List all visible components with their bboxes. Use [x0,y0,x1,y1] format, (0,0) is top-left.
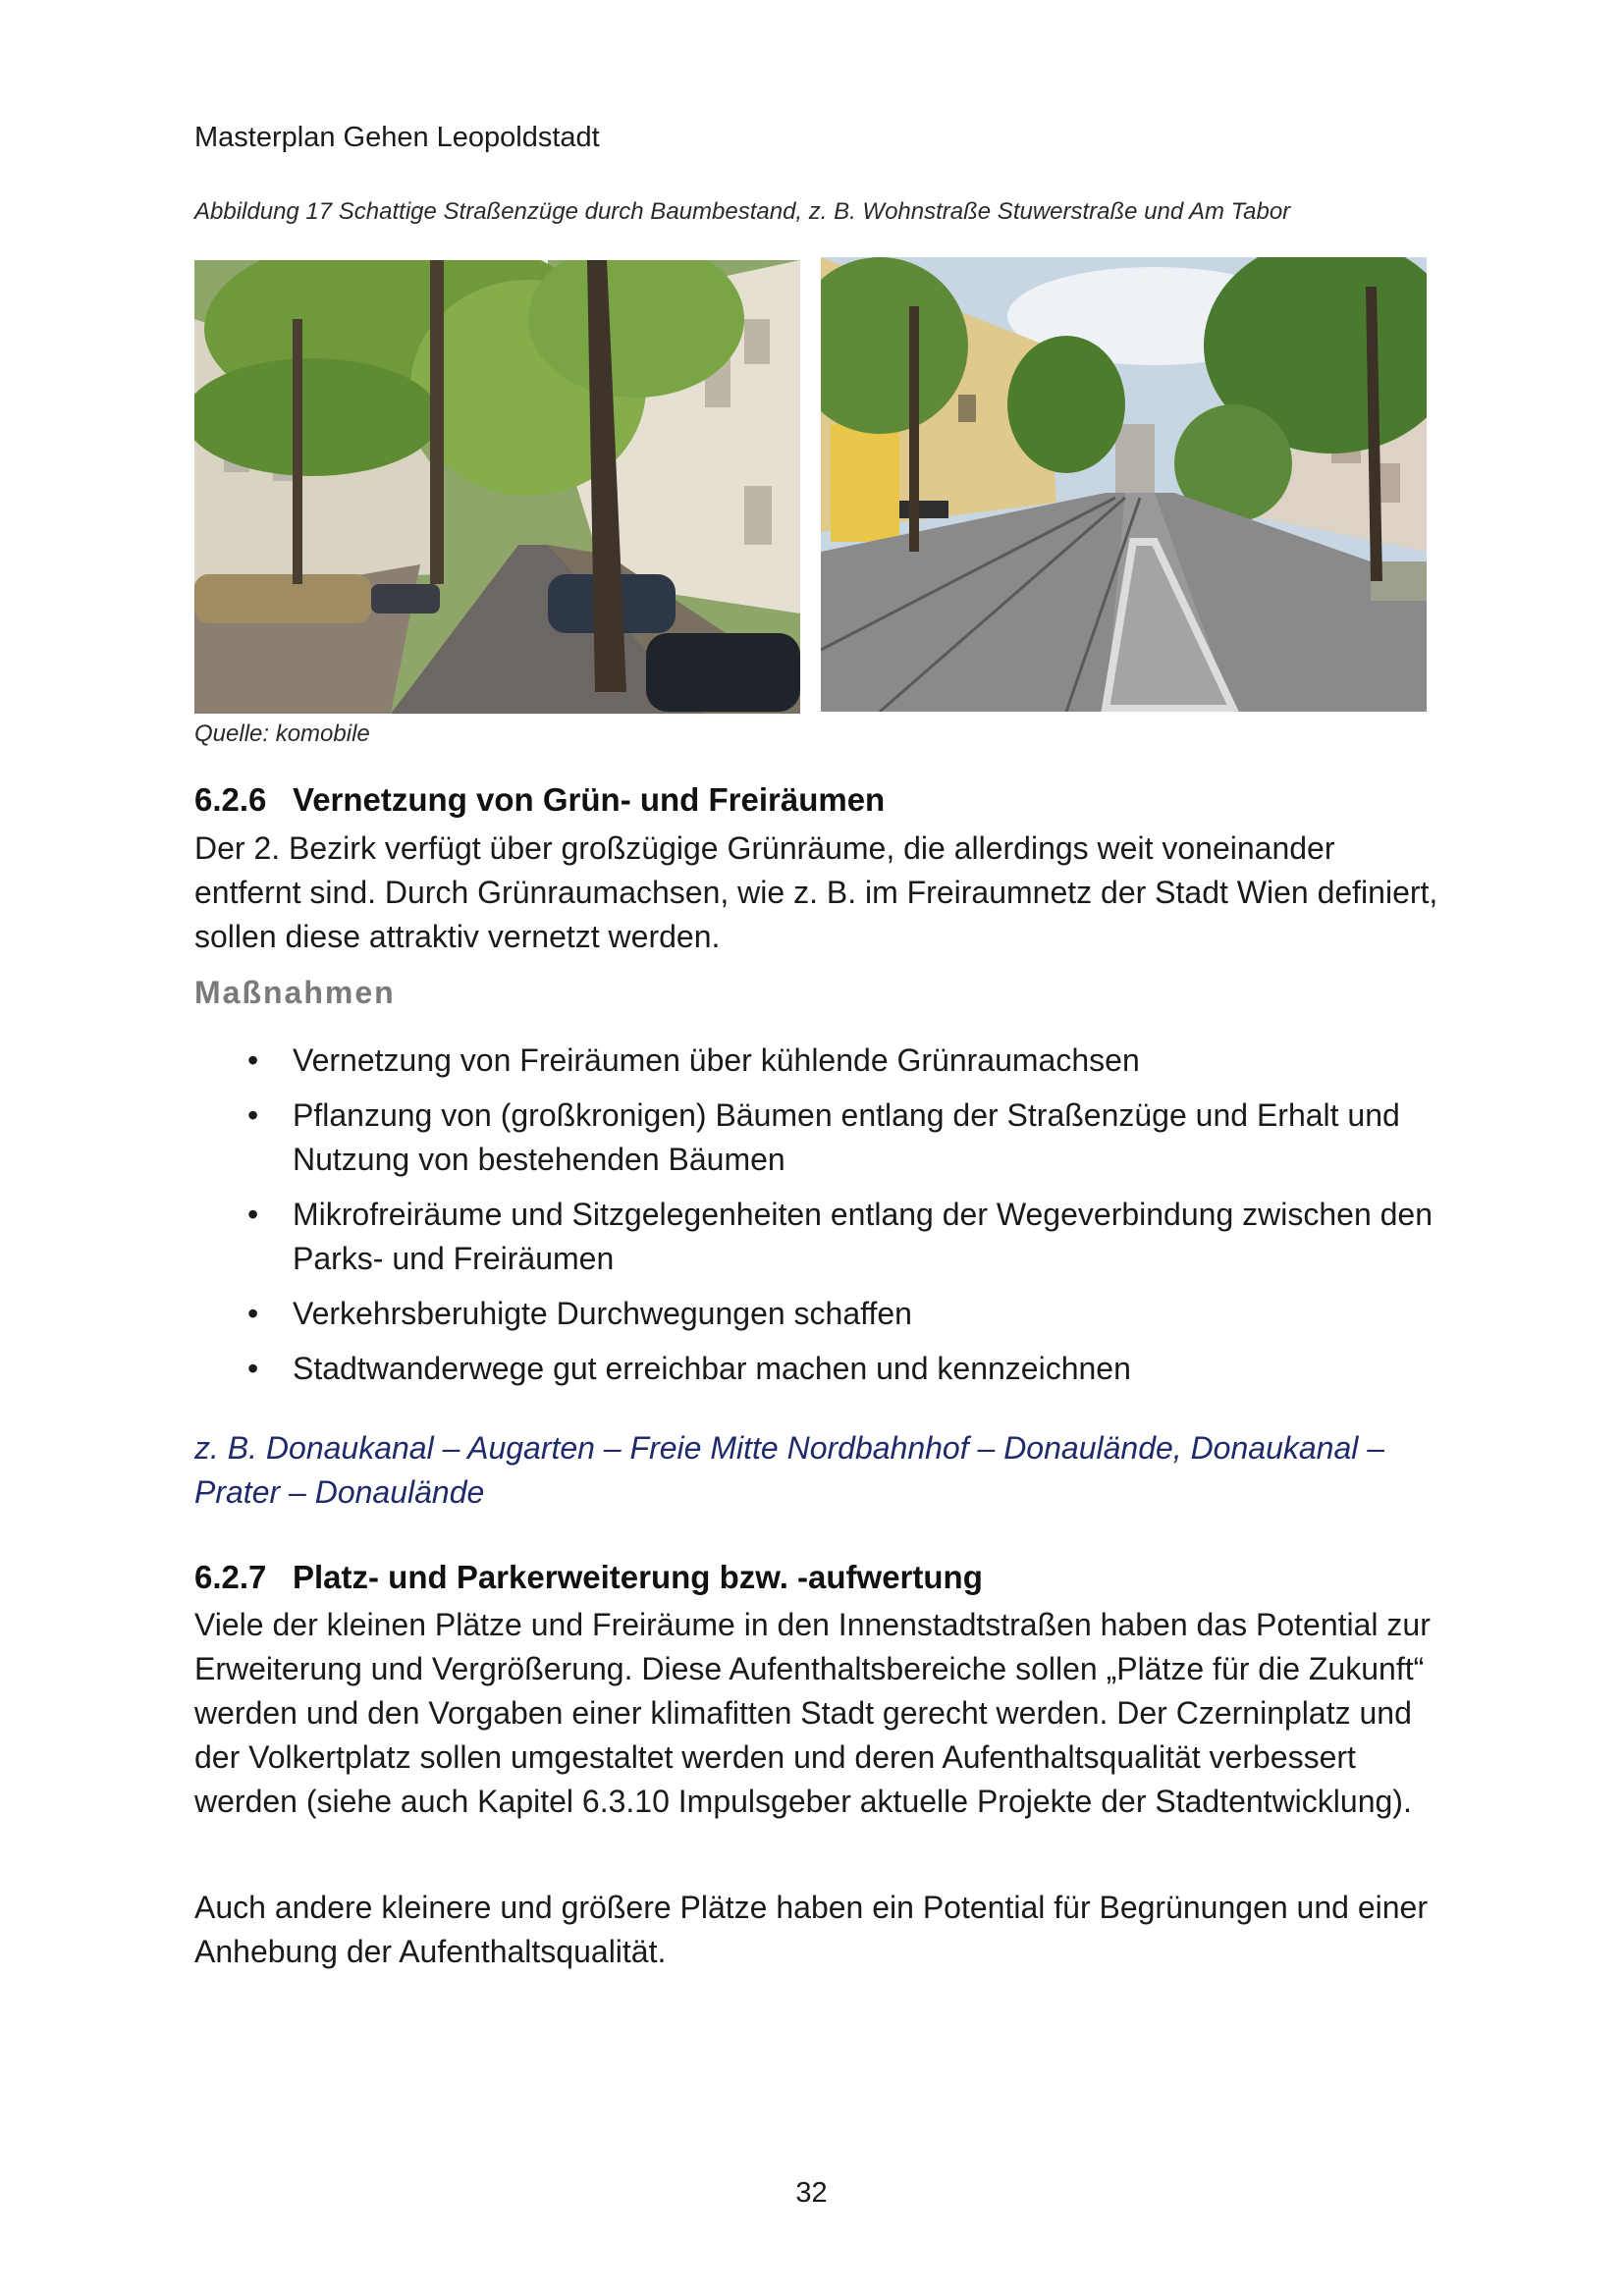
section-627-number: 6.2.7 [194,1559,267,1595]
bullet-icon: • [247,1351,259,1386]
section-627-title: Platz- und Parkerweiterung bzw. -aufwertung [293,1559,983,1595]
bullet-icon: • [247,1097,259,1133]
street-photo-left [194,260,800,714]
list-item [194,1039,1446,1083]
figure-source: Quelle: komobile [194,721,370,747]
section-627-paragraph-1: Viele der kleinen Plätze und Freiräume in den Innenstadtstraßen haben das Potential zur Erweiterung und Vergrößerung. Diese Aufenthaltsbereiche sollen „Plätze für die Zukunft“ werden und den Vorgaben einer klimafitten Stadt gerecht werden. Der Czerninplatz und der Volkertplatz sollen umgestaltet werden und deren Aufenthaltsqualität verbessert werden (siehe auch Kapitel 6.3.10 Impulsgeber aktuelle Projekte der Stadtentwicklung). [194,1607,1431,1819]
bullet-icon: • [247,1296,259,1331]
street-photo-right [821,257,1427,712]
list-item [194,1094,1446,1182]
list-item [194,1292,1446,1336]
list-item-text: Stadtwanderwege gut erreichbar machen und kennzeichnen [293,1351,1131,1386]
measures-list [194,1039,1446,1402]
section-627-heading [194,1559,983,1596]
section-626-number: 6.2.6 [194,781,267,818]
section-626-heading [194,781,885,819]
list-item [194,1347,1446,1391]
section-627-paragraph-2: Auch andere kleinere und größere Plätze haben ein Potential für Begrünungen und einer Anhebung der Aufenthaltsqualität. [194,1890,1428,1969]
example-route-text: z. B. Donaukanal – Augarten – Freie Mitte Nordbahnhof – Donaulände, Donaukanal – Prater – Donaulände [194,1430,1385,1510]
measures-heading: Maßnahmen [194,975,396,1010]
figure-caption: Abbildung 17 Schattige Straßenzüge durch Baumbestand, z. B. Wohnstraße Stuwerstraße und Am Tabor [194,198,1291,225]
list-item-text: Verkehrsberuhigte Durchwegungen schaffen [293,1296,912,1331]
section-626-paragraph: Der 2. Bezirk verfügt über großzügige Grünräume, die allerdings weit voneinander entfernt sind. Durch Grünraumachsen, wie z. B. im Freiraumnetz der Stadt Wien definiert, sollen diese attraktiv vernetzt werden. [194,830,1438,954]
list-item-text: Mikrofreiräume und Sitzgelegenheiten entlang der Wegeverbindung zwischen den Parks- und Freiräumen [293,1197,1434,1276]
bullet-icon: • [247,1197,259,1232]
bullet-icon: • [247,1042,259,1078]
list-item-text: Vernetzung von Freiräumen über kühlende Grünraumachsen [293,1042,1140,1078]
section-626-title: Vernetzung von Grün- und Freiräumen [293,781,886,818]
list-item [194,1193,1446,1281]
running-header: Masterplan Gehen Leopoldstadt [194,122,600,153]
list-item-text: Pflanzung von (großkronigen) Bäumen entlang der Straßenzüge und Erhalt und Nutzung von bestehenden Bäumen [293,1097,1400,1177]
page-number: 32 [795,2177,828,2209]
